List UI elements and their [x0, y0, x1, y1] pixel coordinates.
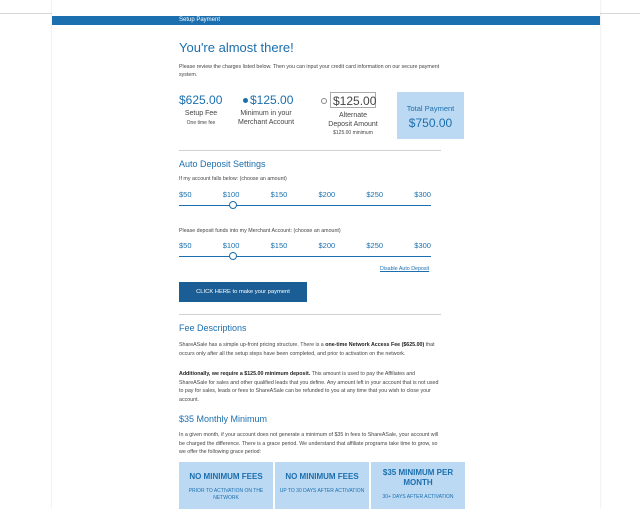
- alternate-radio[interactable]: [321, 98, 327, 104]
- setup-fee-amount: $625.00: [179, 93, 223, 107]
- fee-description-paragraph-1: [179, 341, 441, 358]
- plan-title: NO MINIMUM FEES: [189, 472, 263, 481]
- alternate-label-2: Deposit Amount: [328, 121, 378, 128]
- auto-deposit-title: Auto Deposit Settings: [179, 159, 266, 169]
- plan-card: [179, 462, 273, 509]
- deposit-option[interactable]: $300: [414, 241, 431, 250]
- deposit-option[interactable]: $150: [270, 241, 288, 250]
- paragraph-text: that occurs only after all the setup steps have been completed, and prior to activation on the network.: [179, 342, 435, 357]
- deposit-options: [179, 241, 431, 250]
- falls-option[interactable]: $300: [414, 190, 431, 199]
- make-payment-button[interactable]: CLICK HERE to make your payment: [179, 282, 307, 302]
- deposit-label: Please deposit funds into my Merchant Account: (choose an amount): [179, 228, 341, 234]
- alternate-amount-input[interactable]: $125.00: [330, 92, 376, 108]
- paragraph-text: ShareASale has a simple up-front pricing structure. There is a: [179, 342, 326, 348]
- plan-description: UP TO 30 DAYS AFTER ACTIVATION: [279, 488, 365, 494]
- falls-option[interactable]: $150: [270, 190, 288, 199]
- total-payment-panel: [397, 92, 464, 139]
- intro-text: Please review the charges listed below. Then you can input your credit card information on our secure payment system.: [179, 64, 440, 78]
- setup-fee-note: One time fee: [186, 120, 216, 126]
- paragraph-emphasis: Additionally, we require a $125.00 minimum deposit.: [179, 371, 311, 377]
- falls-option[interactable]: $50: [179, 190, 192, 199]
- minimum-amount[interactable]: $125.00: [250, 93, 294, 107]
- falls-below-slider-handle[interactable]: [229, 201, 237, 209]
- falls-below-label: If my account falls below: (choose an amount): [179, 176, 287, 182]
- page-divider-left: [0, 13, 52, 14]
- divider: [179, 150, 441, 151]
- plan-title: $35 MINIMUM PER MONTH: [382, 468, 454, 487]
- divider: [179, 314, 441, 315]
- deposit-option[interactable]: $100: [222, 241, 240, 250]
- grace-period-plans: [179, 462, 465, 509]
- total-payment-amount: $750.00: [408, 116, 453, 130]
- deposit-slider-handle[interactable]: [229, 252, 237, 260]
- deposit-option[interactable]: $50: [179, 241, 192, 250]
- alternate-note: $125.00 minimum: [333, 130, 373, 136]
- step-bar: [52, 16, 600, 25]
- monthly-minimum-title: $35 Monthly Minimum: [179, 414, 268, 424]
- minimum-label-2: Merchant Account: [237, 119, 295, 126]
- plan-description: 30+ DAYS AFTER ACTIVATION: [382, 494, 454, 500]
- plan-title: NO MINIMUM FEES: [285, 472, 359, 481]
- alternate-label-1: Alternate: [338, 112, 368, 119]
- minimum-label-1: Minimum in your: [240, 110, 292, 117]
- setup-fee-label: Setup Fee: [184, 110, 218, 117]
- deposit-option[interactable]: $250: [366, 241, 384, 250]
- minimum-radio[interactable]: [243, 98, 248, 103]
- step-label: Setup Payment: [179, 17, 221, 23]
- falls-option[interactable]: $200: [318, 190, 336, 199]
- deposit-option[interactable]: $200: [318, 241, 336, 250]
- paragraph-emphasis: one-time Network Access Fee ($625.00): [325, 342, 425, 348]
- monthly-minimum-text: In a given month, if your account does not generate a minimum of $35 in fees to ShareASale, your account will be charged the difference. There is a grace period. We understand that affiliate programs take time to grow, so we offer the following grace period:: [179, 432, 439, 455]
- falls-below-slider-track[interactable]: [179, 205, 431, 206]
- plan-card: [275, 462, 369, 509]
- falls-below-options: [179, 190, 431, 199]
- total-payment-label: Total Payment: [406, 104, 455, 113]
- paragraph-text: This amount is used to pay the Affiliates and ShareASale for sales and other qualified leads that you define. Any amount left in your account that is not used to pay for sales, leads or fees to ShareASale can be refunded to you at any time that you wish to close your account.: [179, 371, 439, 403]
- page-title: You're almost there!: [179, 40, 294, 55]
- fee-descriptions-title: Fee Descriptions: [179, 323, 247, 333]
- falls-option[interactable]: $250: [366, 190, 384, 199]
- falls-option[interactable]: $100: [222, 190, 240, 199]
- disable-auto-deposit-link[interactable]: Disable Auto Deposit: [380, 266, 430, 272]
- fee-description-paragraph-2: [179, 370, 441, 404]
- plan-card: [371, 462, 465, 509]
- deposit-slider-track[interactable]: [179, 256, 431, 257]
- plan-description: PRIOR TO ACTIVATION ON THE NETWORK: [188, 488, 264, 501]
- page-divider-right: [600, 13, 640, 14]
